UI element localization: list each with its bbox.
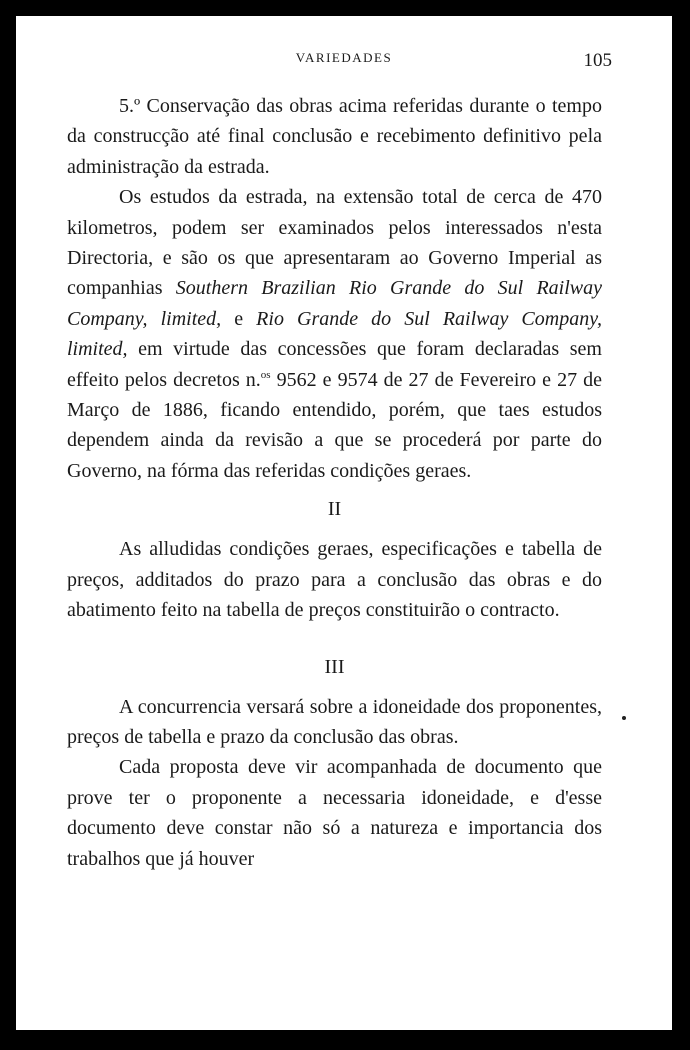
paragraph-item-5: 5.º Conservação das obras acima referidas durante o tempo da construcção até final conclusão e recebimento definitivo pela administração da estrada. [67, 95, 602, 178]
company-name-rio-grande: Rio Grande do Sul Railway Company, limited, [67, 307, 602, 361]
paragraph-concurrence: A concurrencia versará sobre a idoneidade dos proponentes, preços de tabella e prazo da conclusão das obras. [67, 695, 602, 748]
paragraph-studies-text-2: e [221, 307, 257, 330]
paragraph-contract: As alludidas condições geraes, especificações e tabella de preços, additados do prazo para a conclusão das obras e do abatimento feito na tabella de preços constituirão o contracto. [67, 538, 602, 622]
paragraph-studies-text-4: 9562 e 9574 de 27 de Fevereiro e 27 de Março de 1886, ficando entendido, porém, que taes estudos dependem ainda da revisão a que se procederá por parte do Governo, na fórma das referidas condições geraes. [67, 368, 602, 482]
superscript-os: os [260, 368, 271, 381]
page-number: 105 [583, 50, 612, 71]
paragraph-studies-text-3: em virtude das concessões que foram declaradas sem effeito pelos decretos n. [67, 338, 602, 391]
paragraph-studies [67, 182, 602, 486]
book-page [16, 16, 672, 1030]
section-heading-iii: III [324, 655, 345, 678]
running-title: VARIEDADES [295, 50, 393, 65]
paragraph-proposal: Cada proposta deve vir acompanhada de documento que prove ter o proponente a necessaria idoneidade, e d'esse documento deve constar não só a natureza e importancia dos trabalhos que já houver [67, 756, 602, 870]
section-heading-ii: II [327, 498, 342, 521]
ink-speck [622, 716, 626, 720]
paragraph-studies-text-1: Os estudos da estrada, na extensão total de cerca de 470 kilometros, podem ser examinados pelos interessados n'esta Directoria, e são os que apresentaram ao Governo Imperial as companhias [67, 186, 602, 300]
company-name-southern: Southern Brazilian Rio Grande do Sul Railway Company, limited, [67, 277, 603, 330]
text-column [67, 91, 602, 874]
